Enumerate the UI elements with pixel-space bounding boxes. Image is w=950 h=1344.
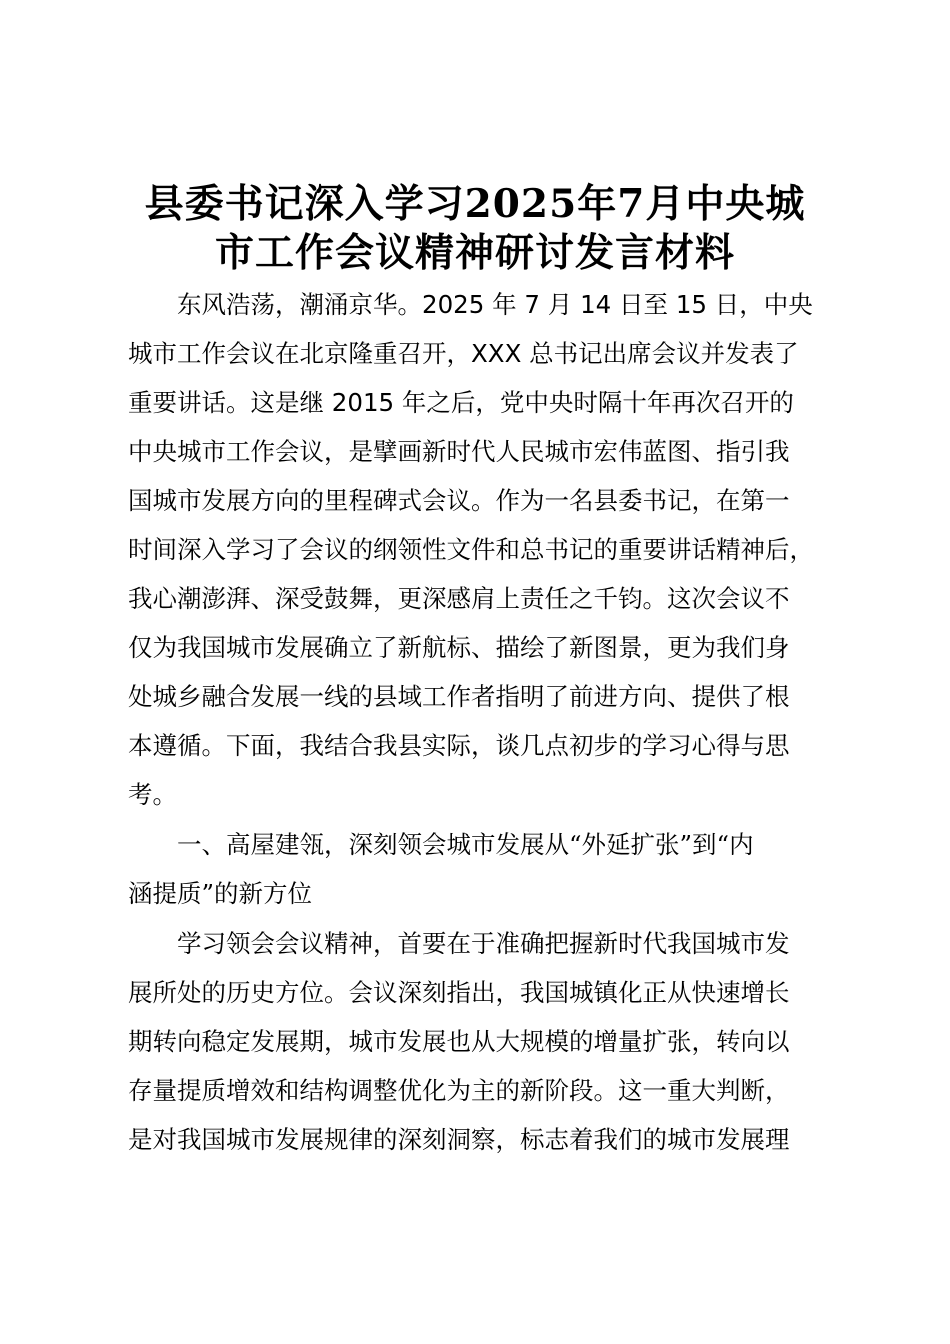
text-line: 学习领会会议精神，首要在于准确把握新时代我国城市发 [128, 929, 790, 958]
text-line: 处城乡融合发展一线的县域工作者指明了前进方向、提供了根 [128, 682, 790, 711]
heading-line: 一、高屋建瓴，深刻领会城市发展从“外延扩张”到“内 [128, 830, 754, 859]
text-line: 展所处的历史方位。会议深刻指出，我国城镇化正从快速增长 [128, 978, 790, 1007]
text-line: 城市工作会议在北京隆重召开，XXX 总书记出席会议并发表了 [128, 339, 799, 368]
paragraph-intro [128, 280, 848, 819]
document-body [128, 280, 848, 1164]
text-line: 本遵循。下面，我结合我县实际，谈几点初步的学习心得与思 [128, 731, 790, 760]
heading-line: 涵提质”的新方位 [128, 879, 313, 908]
text-line: 存量提质增效和结构调整优化为主的新阶段。这一重大判断， [128, 1076, 790, 1105]
text-line: 考。 [128, 780, 177, 809]
text-line: 仅为我国城市发展确立了新航标、描绘了新图景，更为我们身 [128, 633, 790, 662]
section-heading-1 [128, 820, 848, 918]
text-line: 时间深入学习了会议的纲领性文件和总书记的重要讲话精神后， [128, 535, 814, 564]
text-line: 中央城市工作会议，是擘画新时代人民城市宏伟蓝图、指引我 [128, 437, 790, 466]
paragraph-section-1 [128, 919, 848, 1164]
document-title [100, 180, 850, 278]
text-line: 国城市发展方向的里程碑式会议。作为一名县委书记，在第一 [128, 486, 790, 515]
text-line: 我心潮澎湃、深受鼓舞，更深感肩上责任之千钧。这次会议不 [128, 584, 790, 613]
title-line-1: 县委书记深入学习2025年7月中央城 [144, 181, 806, 227]
text-line: 东风浩荡，潮涌京华。2025 年 7 月 14 日至 15 日，中央 [128, 290, 813, 319]
text-line: 重要讲话。这是继 2015 年之后，党中央时隔十年再次召开的 [128, 388, 794, 417]
text-line: 是对我国城市发展规律的深刻洞察，标志着我们的城市发展理 [128, 1125, 790, 1154]
title-line-2: 市工作会议精神研讨发言材料 [214, 230, 735, 276]
text-line: 期转向稳定发展期，城市发展也从大规模的增量扩张，转向以 [128, 1027, 790, 1056]
